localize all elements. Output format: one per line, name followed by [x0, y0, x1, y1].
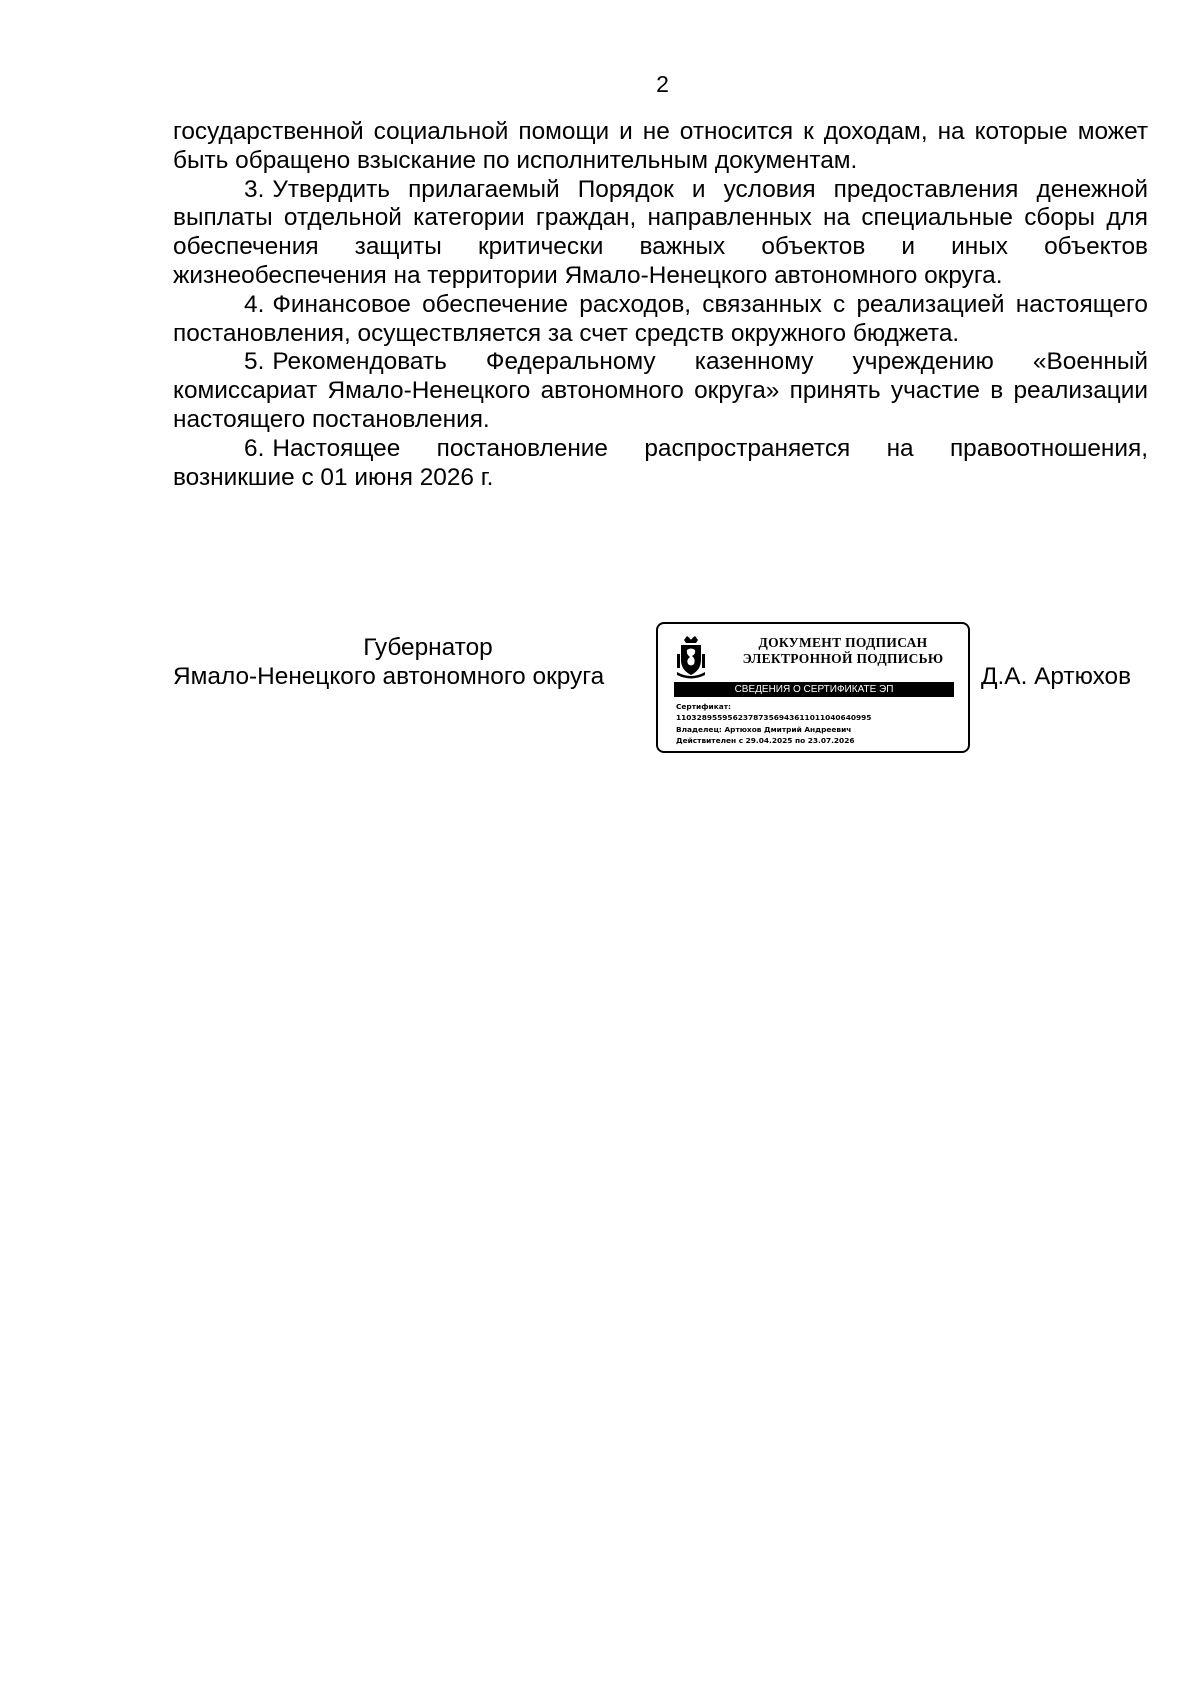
certificate-owner: Владелец: Артюхов Дмитрий Андреевич — [676, 724, 852, 734]
paragraph-item-6 — [173, 435, 1148, 493]
signatory-region: Ямало-Ненецкого автономного округа — [173, 662, 605, 690]
page-number: 2 — [656, 71, 669, 97]
signatory-position — [173, 634, 633, 692]
paragraph-item-5 — [173, 348, 1148, 434]
paragraph-number: 3. — [244, 175, 265, 203]
paragraph-item-3 — [173, 176, 1148, 291]
certificate-label: Сертификат: — [676, 702, 731, 711]
stamp-title-line: ДОКУМЕНТ ПОДПИСАН — [758, 635, 928, 650]
stamp-certificate-details — [676, 701, 871, 747]
signatory-title: Губернатор — [363, 634, 493, 661]
paragraph-text: Настоящее постановление распространяется на правоотношения, возникшие с 01 июня 2026 г. — [173, 434, 1148, 491]
paragraph-item-4 — [173, 291, 1148, 349]
document-body — [173, 118, 1148, 492]
paragraph-continuation — [173, 118, 1148, 176]
paragraph-text: государственной социальной помощи и не относится к доходам, на которые может быть обращено взыскание по исполнительным документам. — [173, 118, 1148, 174]
paragraph-number: 6. — [244, 434, 265, 462]
paragraph-number: 5. — [244, 348, 265, 376]
electronic-signature-stamp — [656, 622, 970, 753]
certificate-number: 11032895595623787356943611011040640995 — [676, 713, 872, 723]
paragraph-text: Рекомендовать Федеральному казенному учреждению «Военный комиссариат Ямало-Ненецкого автономного округа» принять участие в реализации настоящего постановления. — [173, 348, 1148, 433]
stamp-certificate-bar: СВЕДЕНИЯ О СЕРТИФИКАТЕ ЭП — [674, 682, 954, 697]
stamp-title-line: ЭЛЕКТРОННОЙ ПОДПИСЬЮ — [742, 651, 944, 666]
paragraph-text: Финансовое обеспечение расходов, связанных с реализацией настоящего постановления, осуществляется за счет средств окружного бюджета. — [173, 290, 1148, 347]
certificate-validity: Действителен с 29.04.2025 по 23.07.2026 — [676, 736, 855, 746]
stamp-title — [718, 635, 968, 667]
signatory-name: Д.А. Артюхов — [981, 663, 1132, 690]
paragraph-text: Утвердить прилагаемый Порядок и условия предоставления денежной выплаты отдельной категории граждан, направленных на специальные сборы для обеспечения защиты критически важных объектов и иных объектов жизнеобеспечения на территории Ямало-Ненецкого автономного округа. — [173, 175, 1148, 289]
coat-of-arms-icon — [674, 634, 708, 680]
paragraph-number: 4. — [244, 290, 265, 318]
